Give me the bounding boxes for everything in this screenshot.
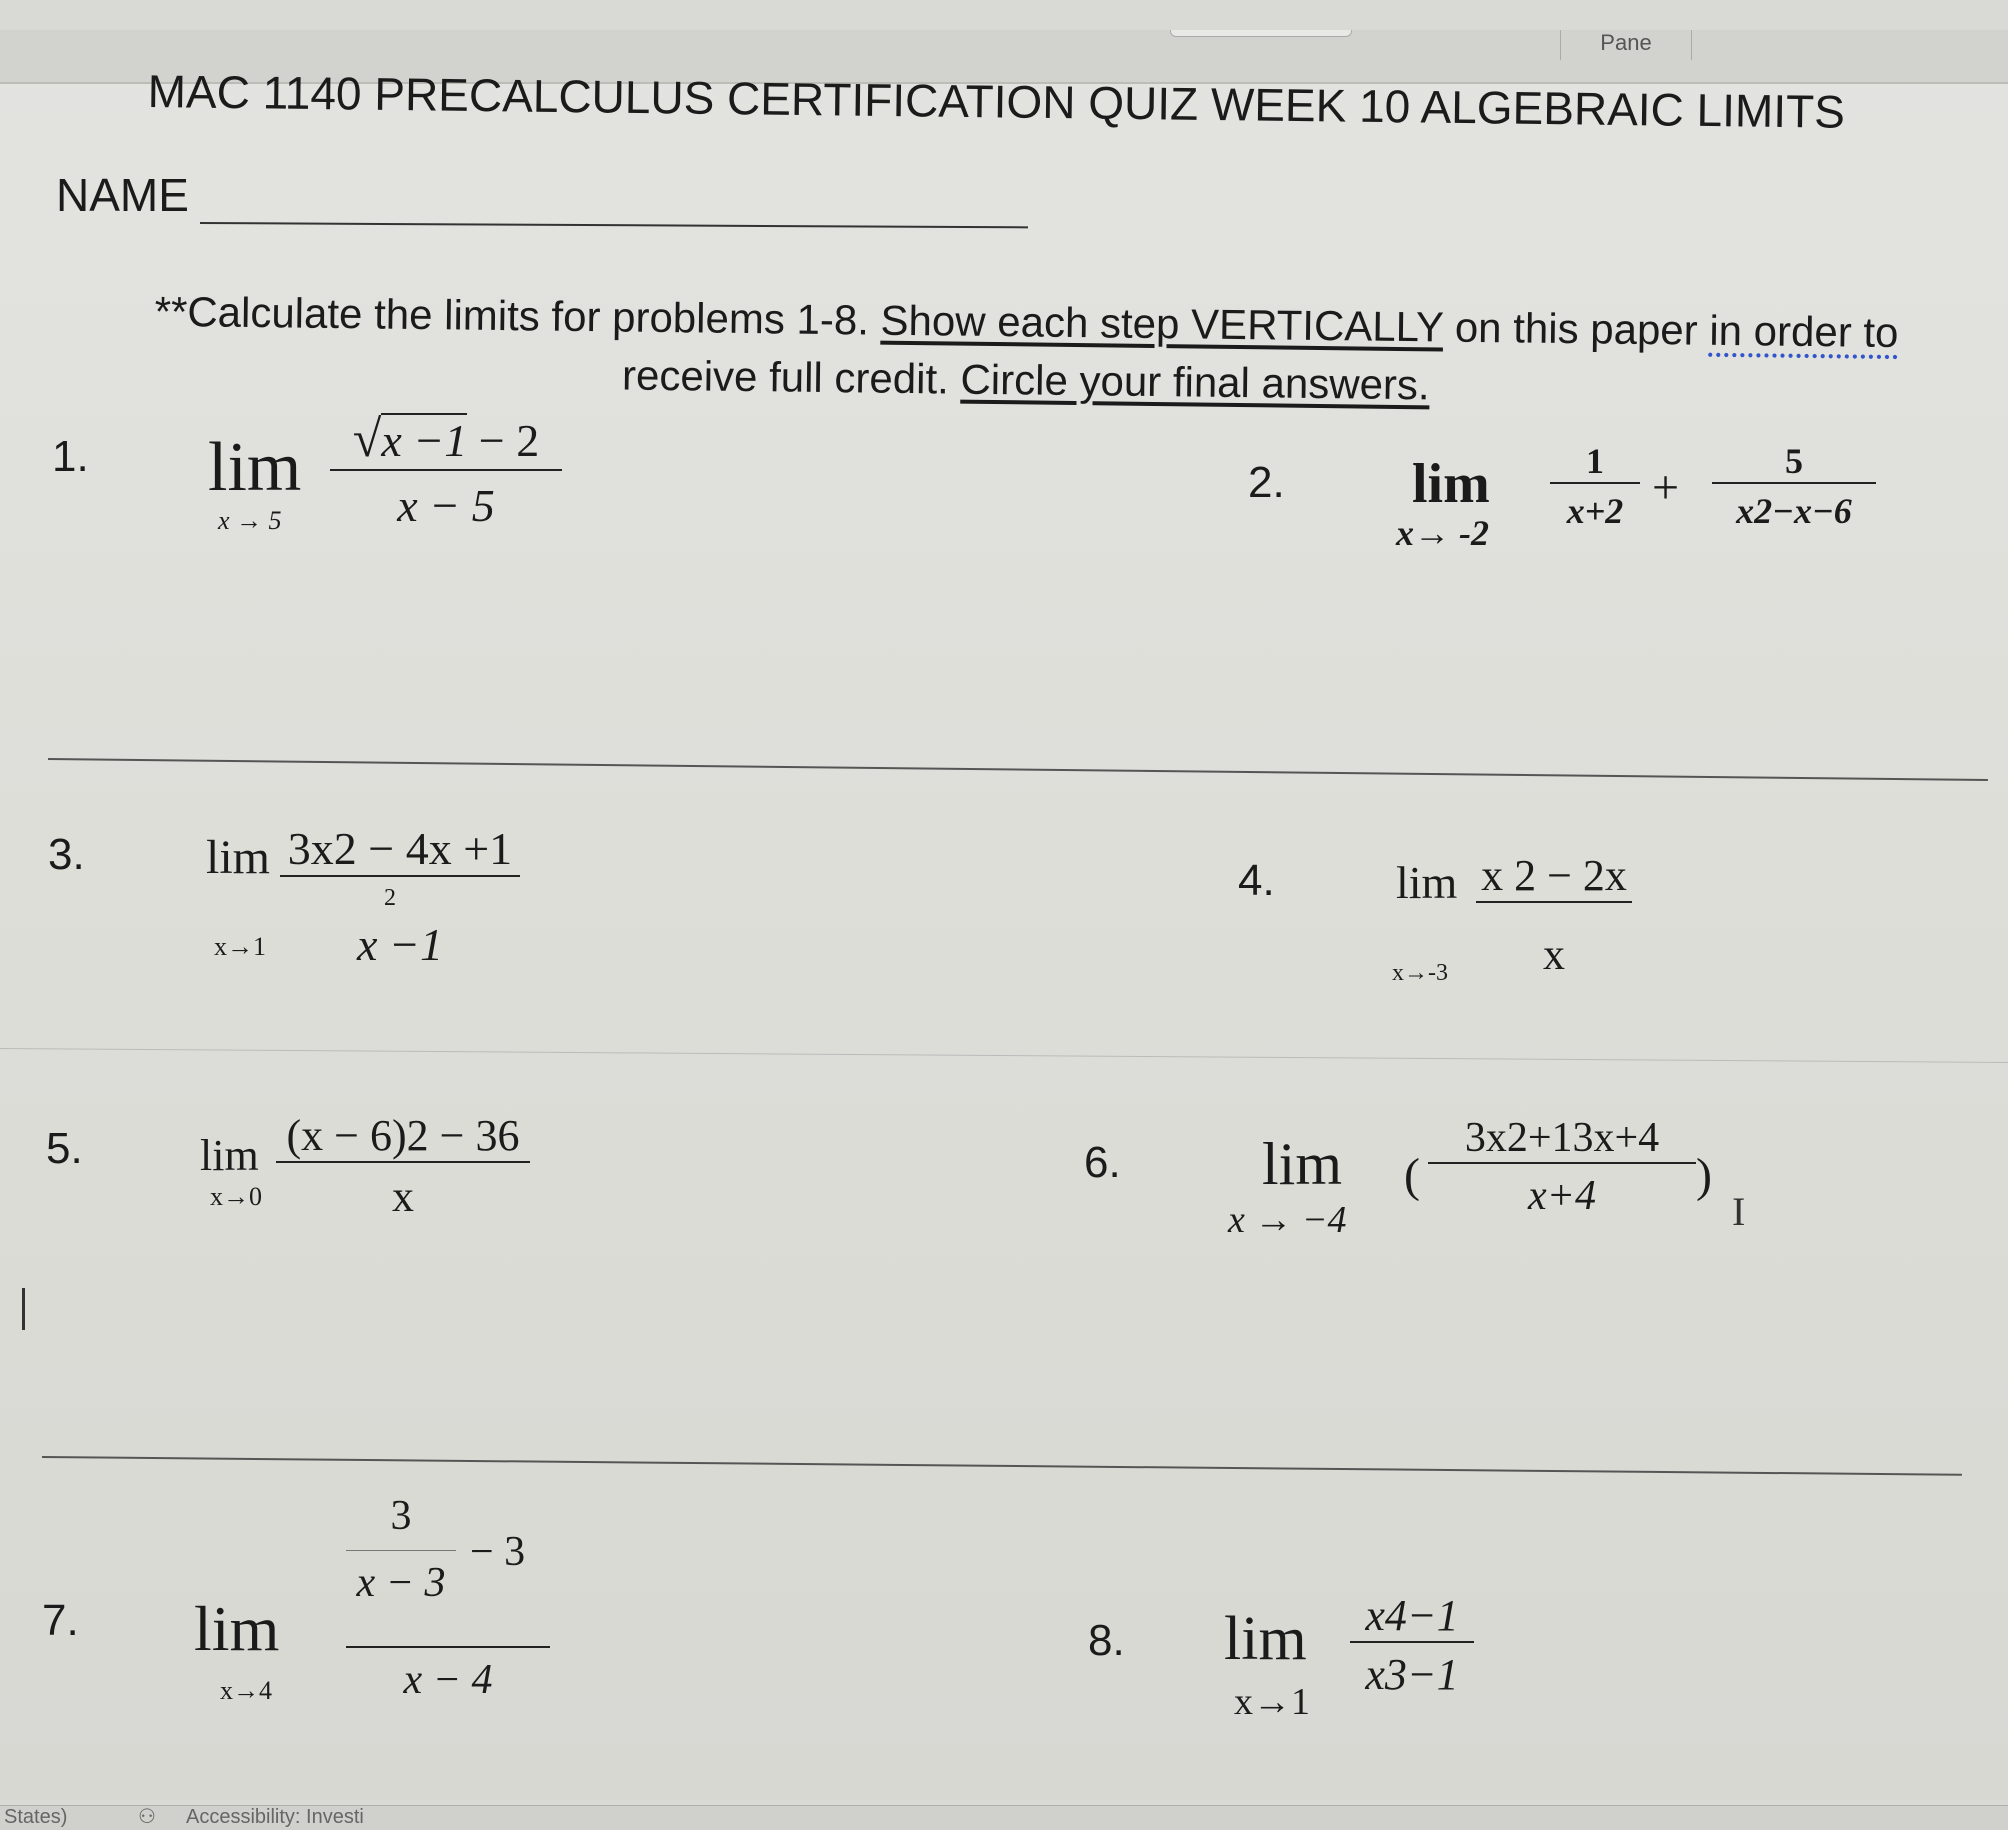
accessibility-icon[interactable]: ⚇ — [138, 1806, 156, 1828]
numerator: x4−1 — [1365, 1591, 1459, 1640]
close-paren: ) — [1696, 1149, 1712, 1202]
limit-subscript: x→4 — [220, 1676, 272, 1705]
fraction-bar — [1428, 1162, 1696, 1164]
plus-sign: + — [1652, 461, 1680, 514]
inner-fraction — [346, 1492, 456, 1607]
fraction — [280, 822, 520, 971]
problem-number: 7. — [42, 1596, 79, 1645]
instr-in-order-to: in order to — [1709, 306, 1899, 357]
lim-label: lim — [1396, 857, 1458, 908]
instructions — [91, 282, 1962, 421]
problem-number: 6. — [1084, 1138, 1121, 1187]
limit-subscript: x → 5 — [218, 506, 282, 535]
status-bar — [0, 1805, 2008, 1830]
fraction-bar — [346, 1550, 456, 1551]
problem-number: 5. — [46, 1124, 83, 1173]
text-cursor-icon: I — [1732, 1189, 1746, 1234]
problem-number: 8. — [1088, 1616, 1125, 1665]
lim-label: lim — [206, 831, 271, 884]
page-title: MAC 1140 PRECALCULUS CERTIFICATION QUIZ WEEK 10 ALGEBRAIC LIMITS — [147, 64, 1846, 138]
lim-label: lim — [1224, 1605, 1307, 1673]
status-left: States) — [4, 1806, 68, 1828]
main-denominator: x − 4 — [403, 1657, 493, 1703]
limit-subscript: x→1 — [1234, 1681, 1310, 1723]
fraction-bar — [1712, 482, 1876, 484]
instr-circle: Circle your final answers. — [960, 355, 1430, 409]
lim-label: lim — [200, 1131, 259, 1180]
fraction-2 — [1712, 440, 1876, 532]
fraction — [1350, 1590, 1474, 1700]
instr-prefix: **Calculate the limits for problems 1-8. — [154, 287, 870, 344]
numerator: (x − 6)2 − 36 — [286, 1111, 520, 1160]
limit-subscript: x → −4 — [1228, 1199, 1347, 1241]
numerator: 3x2+13x+4 — [1464, 1115, 1660, 1161]
fraction-bar — [1476, 901, 1632, 903]
numerator: 3x2 − 4x +1 — [287, 823, 513, 874]
numerator: √x −1 − 2 — [352, 411, 540, 468]
limit-subscript: x→ -2 — [1396, 513, 1489, 553]
toolbar-control[interactable] — [1170, 30, 1352, 37]
problem-number: 1. — [52, 432, 89, 481]
denominator: x2−x−6 — [1736, 491, 1852, 531]
fraction-1 — [1550, 440, 1640, 532]
instr-line2: receive full credit. — [621, 351, 950, 403]
problem-number: 3. — [48, 830, 85, 879]
inner-numerator: 3 — [390, 1493, 412, 1539]
problem-number: 2. — [1248, 458, 1285, 507]
instr-middle: on this paper — [1454, 303, 1698, 354]
denominator: x3−1 — [1365, 1650, 1459, 1699]
name-label: NAME — [56, 169, 189, 221]
instr-show-step: Show each step VERTICALLY — [880, 296, 1444, 351]
numerator: 5 — [1785, 441, 1803, 481]
fraction — [330, 410, 562, 532]
radicand: x −1 — [381, 415, 468, 466]
open-paren: ( — [1404, 1149, 1420, 1202]
fraction — [1476, 850, 1632, 980]
main-fraction-bar — [346, 1646, 550, 1648]
denominator: x+2 — [1566, 491, 1624, 531]
limit-subscript: x→-3 — [1392, 960, 1448, 986]
denominator: x − 5 — [397, 480, 495, 531]
fraction-bar — [330, 469, 562, 471]
denominator: x −1 — [357, 919, 443, 970]
numerator: x 2 − 2x — [1481, 851, 1627, 900]
denominator: x — [392, 1172, 414, 1221]
lim-label: lim — [194, 1593, 280, 1664]
accessibility-status[interactable]: Accessibility: Investi — [186, 1806, 364, 1828]
fraction-bar — [276, 1161, 530, 1163]
fraction — [1428, 1114, 1696, 1220]
denominator: x — [1543, 930, 1565, 979]
fraction-bar — [1350, 1641, 1474, 1643]
numerator-rest: − 2 — [478, 415, 540, 466]
minus-three: − 3 — [470, 1529, 526, 1575]
lim-label: lim — [1412, 453, 1490, 515]
fraction — [276, 1110, 530, 1222]
limit-subscript: x→1 — [214, 932, 266, 961]
denominator-exponent: 2 — [384, 885, 396, 911]
text-caret — [22, 1288, 25, 1330]
denominator: x+4 — [1528, 1173, 1596, 1219]
lim-label: lim — [1262, 1131, 1343, 1197]
lim-label: lim — [208, 429, 302, 506]
pane-button[interactable]: Pane — [1560, 30, 1692, 60]
numerator: 1 — [1586, 441, 1604, 481]
fraction-bar — [1550, 482, 1640, 484]
limit-subscript: x→0 — [210, 1182, 262, 1211]
fraction-bar — [280, 875, 520, 877]
problem-number: 4. — [1238, 856, 1275, 905]
inner-denominator: x − 3 — [356, 1560, 446, 1606]
